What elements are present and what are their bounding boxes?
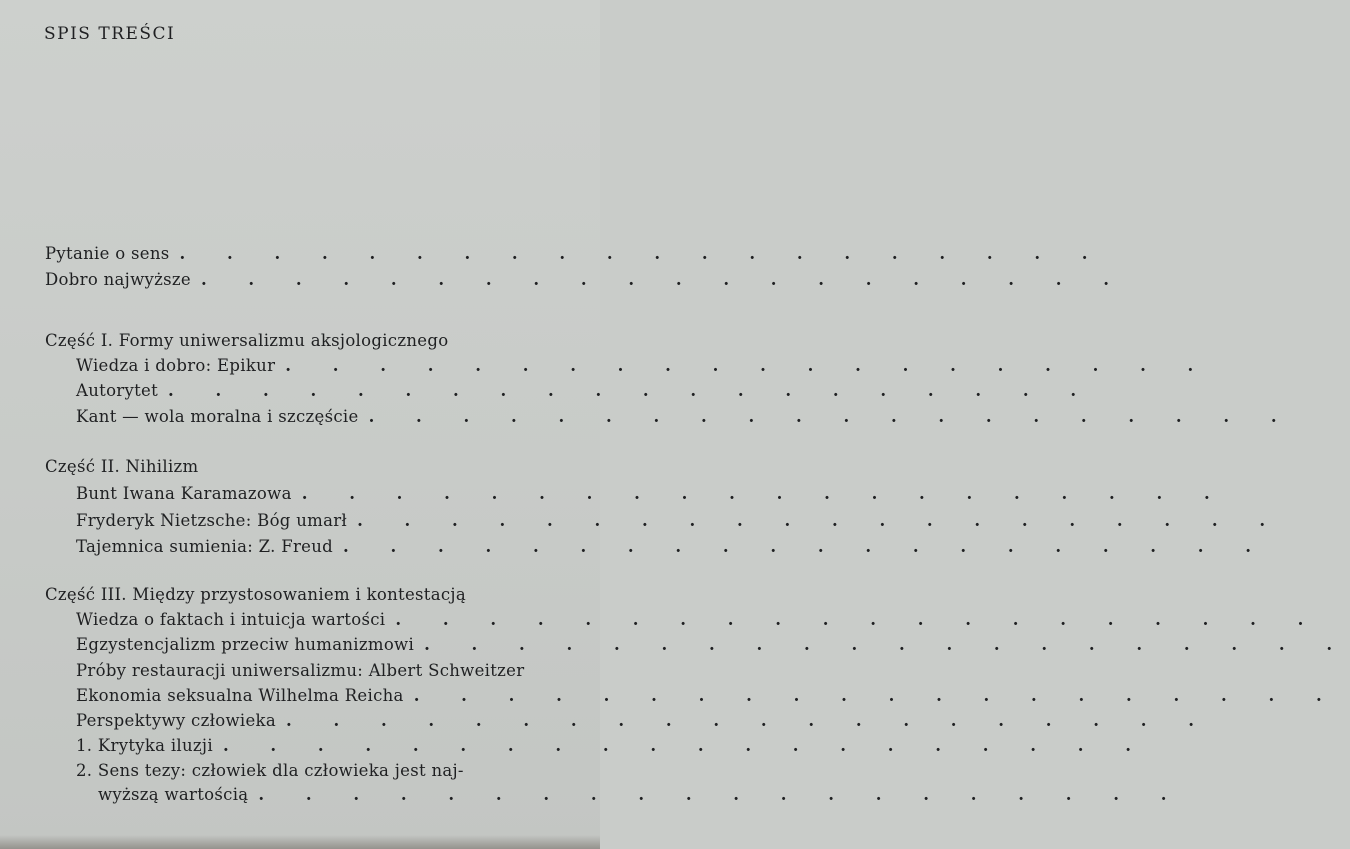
toc-entry — [76, 634, 1350, 656]
toc-entry-title: Fryderyk Nietzsche: Bóg umarł — [76, 511, 348, 530]
toc-entry-title: Wiedza i dobro: Epikur — [76, 356, 276, 375]
leader-dots: . . . . . . . . . . . . . . . . . . . . — [301, 484, 1228, 503]
toc-part-heading — [45, 584, 593, 606]
toc-entry — [76, 406, 1295, 428]
leader-dots: . . . . . . . . . . . . . . . . . . . . — [357, 511, 1284, 530]
toc-entry-title: Pytanie o sens — [45, 244, 170, 263]
toc-entry-title: 1. Krytyka iluzji — [76, 736, 213, 755]
toc-entry-wrapped-line1: 2. Sens tezy: człowiek dla człowieka jest naj- — [76, 761, 464, 780]
part-title: Część II. Nihilizm — [45, 457, 199, 476]
page-title: SPIS TREŚCI — [44, 24, 176, 44]
leader-dots: . . . . . . . . . . . . . . . . . . . . — [343, 537, 1270, 556]
leader-dots: . . . . . . . . . . . . . . . . . . . . — [258, 785, 1185, 804]
toc-entry-title: Autorytet — [76, 381, 159, 400]
toc-entry — [45, 269, 1127, 291]
toc-entry — [45, 243, 1106, 265]
toc-entry — [98, 784, 1185, 806]
toc-part-heading — [45, 330, 593, 352]
toc-entry-title: Kant — wola moralna i szczęście — [76, 407, 359, 426]
toc-entry-title: Próby restauracji uniwersalizmu: Albert Schweitzer — [76, 661, 525, 680]
leader-dots: . . . . . . . . . . . . . . . . . . . . — [285, 711, 1212, 730]
toc-part-heading — [45, 456, 593, 478]
toc-entry-title: Dobro najwyższe — [45, 270, 191, 289]
toc-entry — [76, 355, 1212, 377]
toc-entry — [76, 710, 1212, 732]
toc-entry-title: Bunt Iwana Karamazowa — [76, 484, 292, 503]
toc-entry-title: Perspektywy człowieka — [76, 711, 276, 730]
toc-entry-title: wyższą wartością — [98, 785, 249, 804]
toc-entry — [76, 660, 593, 682]
leader-dots: . . . . . . . . . . . . . . . . . . . . — [395, 610, 1322, 629]
leader-dots: . . . . . . . . . . . . . . . . . . . . — [413, 686, 1340, 705]
leader-dots: . . . . . . . . . . . . . . . . . . . . — [179, 244, 1106, 263]
toc-entry-title: Tajemnica sumienia: Z. Freud — [76, 537, 333, 556]
toc-entry — [76, 609, 1322, 631]
toc-entry-title: Wiedza o faktach i intuicja wartości — [76, 610, 386, 629]
leader-dots: . . . . . . . . . . . . . . . . . . . . — [168, 381, 1095, 400]
toc-entry-title: Ekonomia seksualna Wilhelma Reicha — [76, 686, 404, 705]
toc-entry — [76, 510, 1284, 532]
toc-entry-title: Egzystencjalizm przeciw humanizmowi — [76, 635, 415, 654]
part-title: Część III. Między przystosowaniem i kontestacją — [45, 585, 466, 604]
leader-dots: . . . . . . . . . . . . . . . . . . . . — [222, 736, 1149, 755]
toc-entry — [76, 735, 1149, 757]
part-title: Część I. Formy uniwersalizmu aksjologicznego — [45, 331, 449, 350]
toc-entry — [76, 536, 1270, 558]
leader-dots: . . . . . . . . . . . . . . . . . . . . — [200, 270, 1127, 289]
leader-dots: . . . . . . . . . . . . . . . . . . . . — [424, 635, 1350, 654]
leader-dots: . . . . . . . . . . . . . . . . . . . . — [285, 356, 1212, 375]
toc-entry — [76, 483, 1228, 505]
toc-entry — [76, 685, 1340, 707]
toc-entry — [76, 380, 1095, 402]
leader-dots: . . . . . . . . . . . . . . . . . . . . — [368, 407, 1295, 426]
